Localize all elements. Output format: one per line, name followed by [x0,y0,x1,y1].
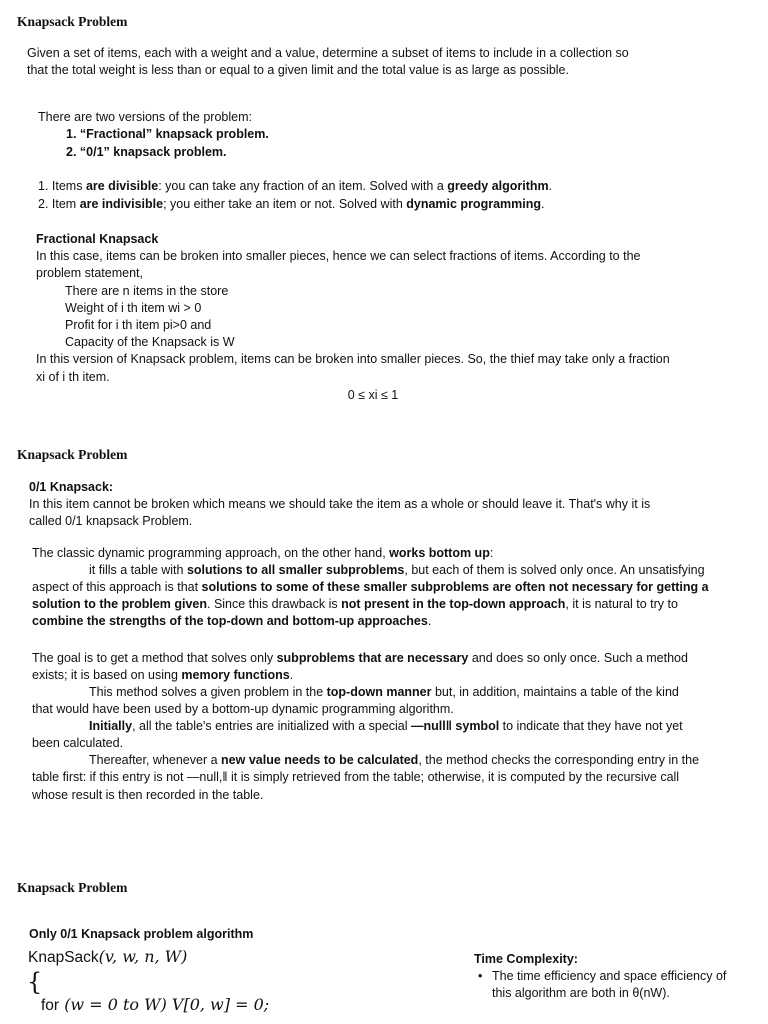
classic-line-1 [32,545,493,562]
goal-5c: to indicate that they have not yet [499,719,683,733]
time-complexity-heading: Time Complexity: [474,952,578,966]
goal-3c: but, in addition, maintains a table of the kind [431,685,679,699]
goal-line-9: whose result is then recorded in the table. [32,788,264,802]
goal-line-3 [89,684,679,701]
for-keyword: for [41,997,60,1014]
version-2: 2. “0/1” knapsack problem. [66,145,227,159]
classic-4c: , it is natural to try to [565,597,678,611]
item-indivisible [38,196,544,213]
classic-line-5 [32,613,431,630]
time-complexity-line-2: this algorithm are both in θ(nW). [492,986,670,1000]
goal-line-5 [89,718,683,735]
intro-line-1: Given a set of items, each with a weight and a value, determine a subset of items to include in a collection so [27,46,629,60]
algorithm-name: KnapSack [28,949,99,966]
classic-2b: solutions to all smaller subproblems [186,563,405,577]
classic-3b: solutions to some of these smaller subproblems are often not necessary for getting a [201,580,709,594]
algorithm-open-brace: { [27,968,43,996]
classic-1a: The classic dynamic programming approach, on the other hand, [32,546,390,560]
goal-3a: This method solves a given problem in the [89,685,327,699]
goal-2c: . [289,668,294,682]
goal-line-6: been calculated. [32,736,124,750]
algorithm-params: (v, w, n, W) [98,947,188,966]
classic-3a: aspect of this approach is that [32,580,202,594]
item1-end: . [548,179,553,193]
item1-pre: 1. Items [38,179,86,193]
goal-line-2 [32,667,293,684]
goal-1c: and does so only once. Such a method [468,651,688,665]
for-condition: (w = 0 to W) [64,995,167,1014]
section1-title: Knapsack Problem [17,14,128,29]
fractional-line-4: xi of i th item. [36,370,110,384]
classic-line-3 [32,579,709,596]
item-divisible [38,178,552,195]
zero-one-line-1: In this item cannot be broken which means we should take the item as a whole or should leave it. That's why it is [29,497,651,511]
classic-line-4 [32,596,678,613]
classic-2c: , but each of them is solved only once. An unsatisfying [404,563,705,577]
goal-5b1: Initially [89,719,133,733]
fractional-heading: Fractional Knapsack [36,232,159,246]
goal-line-7 [89,752,699,769]
classic-line-2 [89,562,705,579]
goal-1a: The goal is to get a method that solves only [32,651,277,665]
classic-1c: : [489,546,494,560]
section2-title: Knapsack Problem [17,447,128,462]
statement-1: There are n items in the store [65,284,229,298]
statement-3: Profit for i th item pi>0 and [65,318,212,332]
item2-bold2: dynamic programming [406,197,541,211]
item1-bold1: are divisible [85,179,159,193]
time-complexity-line-1: • The time efficiency and space efficiency of [492,969,727,983]
classic-1b: works bottom up [389,546,490,560]
time-complexity-item [492,968,726,1002]
section3-title: Knapsack Problem [17,880,128,895]
item2-bold1: are indivisible [79,197,164,211]
goal-7c: , the method checks the corresponding entry in the [418,753,700,767]
classic-2a: it fills a table with [89,563,187,577]
fractional-line-2: problem statement, [36,266,143,280]
classic-5c: . [427,614,432,628]
algorithm-heading: Only 0/1 Knapsack problem algorithm [29,927,254,941]
for-body: V[0, w] = 0; [171,995,270,1014]
fraction-constraint: 0 ≤ xi ≤ 1 [347,388,399,402]
goal-7b: new value needs to be calculated [221,753,419,767]
goal-line-4: that would have been used by a bottom-up dynamic programming algorithm. [32,702,454,716]
version-1: 1. “Fractional” knapsack problem. [66,127,269,141]
fractional-line-3: In this version of Knapsack problem, items can be broken into smaller pieces. So, the thief may take only a fraction [36,352,670,366]
goal-line-1 [32,650,688,667]
algorithm-for-line [41,994,269,1017]
goal-1b: subproblems that are necessary [276,651,469,665]
item2-pre: 2. Item [38,197,80,211]
classic-4b1: solution to the problem given [32,597,207,611]
intro-line-2: that the total weight is less than or equal to a given limit and the total value is as large as possible. [27,63,569,77]
goal-2b: memory functions [181,668,290,682]
item1-mid: : you can take any fraction of an item. Solved with a [158,179,448,193]
item2-end: . [541,197,545,211]
fractional-line-1: In this case, items can be broken into smaller pieces, hence we can select fractions of items. According to the [36,249,641,263]
goal-7a: Thereafter, whenever a [89,753,222,767]
classic-4b2: not present in the top-down approach [341,597,566,611]
goal-line-8: table first: if this entry is not ―null,‖ it is simply retrieved from the table; otherwise, it is computed by the recursive call [32,770,680,784]
goal-3b: top-down manner [326,685,432,699]
time-complexity-list [474,968,726,1002]
zero-one-line-2: called 0/1 knapsack Problem. [29,514,193,528]
goal-5b2: ―null‖ symbol [411,719,500,733]
item2-mid: ; you either take an item or not. Solved with [163,197,407,211]
algorithm-signature [28,946,187,969]
versions-intro: There are two versions of the problem: [38,110,252,124]
statement-2: Weight of i th item wi > 0 [65,301,202,315]
item1-bold2: greedy algorithm [447,179,549,193]
zero-one-heading: 0/1 Knapsack: [29,480,114,494]
statement-4: Capacity of the Knapsack is W [65,335,235,349]
classic-4a: . Since this drawback is [207,597,342,611]
goal-5a: , all the table's entries are initialized with a special [132,719,411,733]
goal-2a: exists; it is based on using [32,668,182,682]
classic-5b: combine the strengths of the top-down and bottom-up approaches [32,614,428,628]
